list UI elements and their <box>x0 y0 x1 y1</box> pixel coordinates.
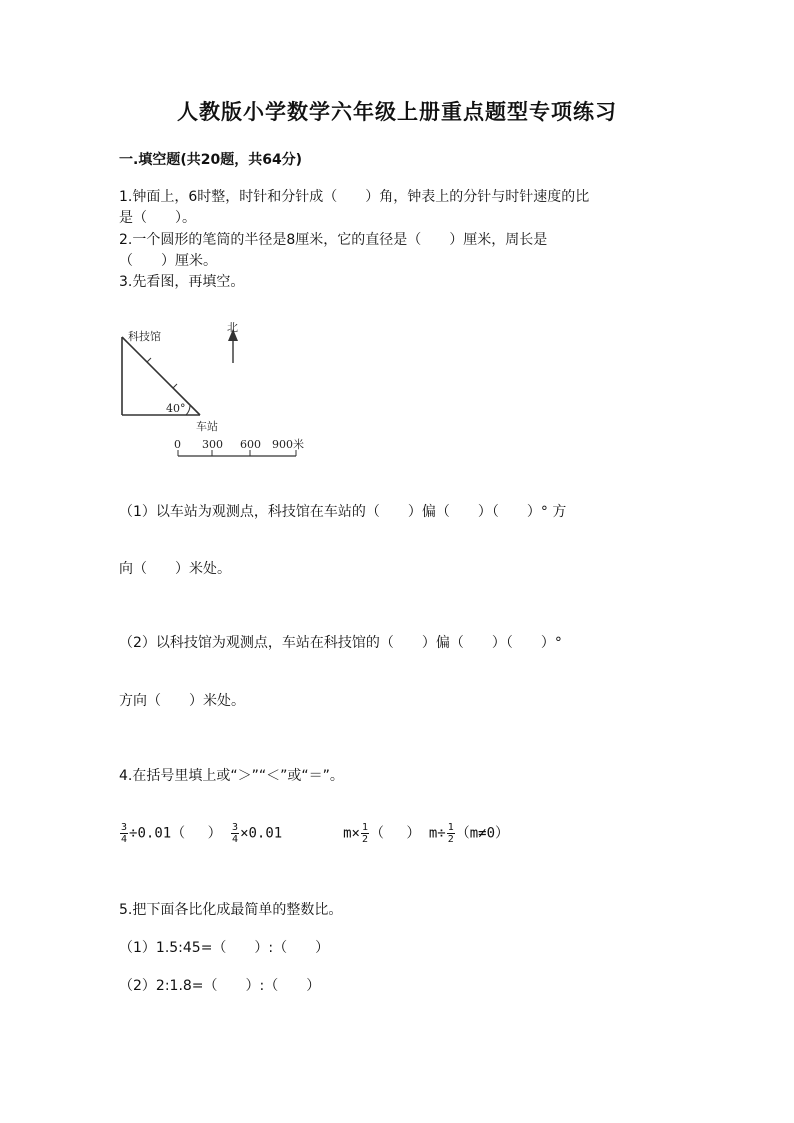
question-2-line-2: （ ）厘米。 <box>119 253 217 269</box>
north-label: 北 <box>227 321 238 334</box>
scale-label-600: 600 <box>240 438 261 451</box>
question-1-line-2: 是（ ）。 <box>119 210 196 226</box>
question-5-part-2: （2）2:1.8=（ ）:（ ） <box>119 978 321 994</box>
map-diagram <box>114 315 314 465</box>
question-4-expressions <box>119 822 509 845</box>
expression-4-suffix: （m≠0） <box>455 825 510 842</box>
expression-3-prefix: m× <box>343 825 360 842</box>
scale-label-0: 0 <box>174 438 181 451</box>
route-tick <box>173 384 177 388</box>
question-3-part-2-line-1: （2）以科技馆为观测点，车站在科技馆的（ ）偏（ ）（ ）° <box>119 635 562 651</box>
expression-2: ×0.01 <box>240 825 283 842</box>
page-title: 人教版小学数学六年级上册重点题型专项练习 <box>177 99 617 124</box>
question-5-part-1: （1）1.5:45=（ ）:（ ） <box>119 940 330 956</box>
route-tick <box>147 358 151 362</box>
section-heading: 一.填空题(共20题，共64分) <box>119 152 303 168</box>
fraction-3-4: $\frac{3}{4}$ <box>121 822 128 845</box>
angle-arc <box>186 405 190 415</box>
station-label: 车站 <box>196 420 218 433</box>
expression-3-middle: （ ） m÷ <box>370 825 446 842</box>
question-4-stem: 4.在括号里填上或“＞”“＜”或“＝”。 <box>119 768 344 784</box>
question-3-stem: 3.先看图，再填空。 <box>119 274 245 290</box>
scale-label-900: 900米 <box>272 438 304 451</box>
map-figure <box>114 315 314 465</box>
question-3-part-1-line-2: 向（ ）米处。 <box>119 561 231 577</box>
expression-1: ÷0.01（ ） <box>129 825 222 842</box>
question-2-line-1: 2.一个圆形的笔筒的半径是8厘米，它的直径是（ ）厘米，周长是 <box>119 232 548 248</box>
angle-label: 40° <box>166 402 186 415</box>
question-3-part-1-line-1: （1）以车站为观测点，科技馆在车站的（ ）偏（ ）（ ）° 方 <box>119 504 567 520</box>
fraction-3-4: $\frac{3}{4}$ <box>232 822 239 845</box>
scale-label-300: 300 <box>202 438 223 451</box>
question-1-line-1: 1.钟面上，6时整，时针和分针成（ ）角，钟表上的分针与时针速度的比 <box>119 189 590 205</box>
museum-label: 科技馆 <box>128 330 161 343</box>
question-3-part-2-line-2: 方向（ ）米处。 <box>119 693 245 709</box>
route-line <box>122 337 200 415</box>
fraction-1-2: $\frac{1}{2}$ <box>361 822 368 845</box>
fraction-1-2: $\frac{1}{2}$ <box>447 822 454 845</box>
question-5-stem: 5.把下面各比化成最简单的整数比。 <box>119 902 343 918</box>
